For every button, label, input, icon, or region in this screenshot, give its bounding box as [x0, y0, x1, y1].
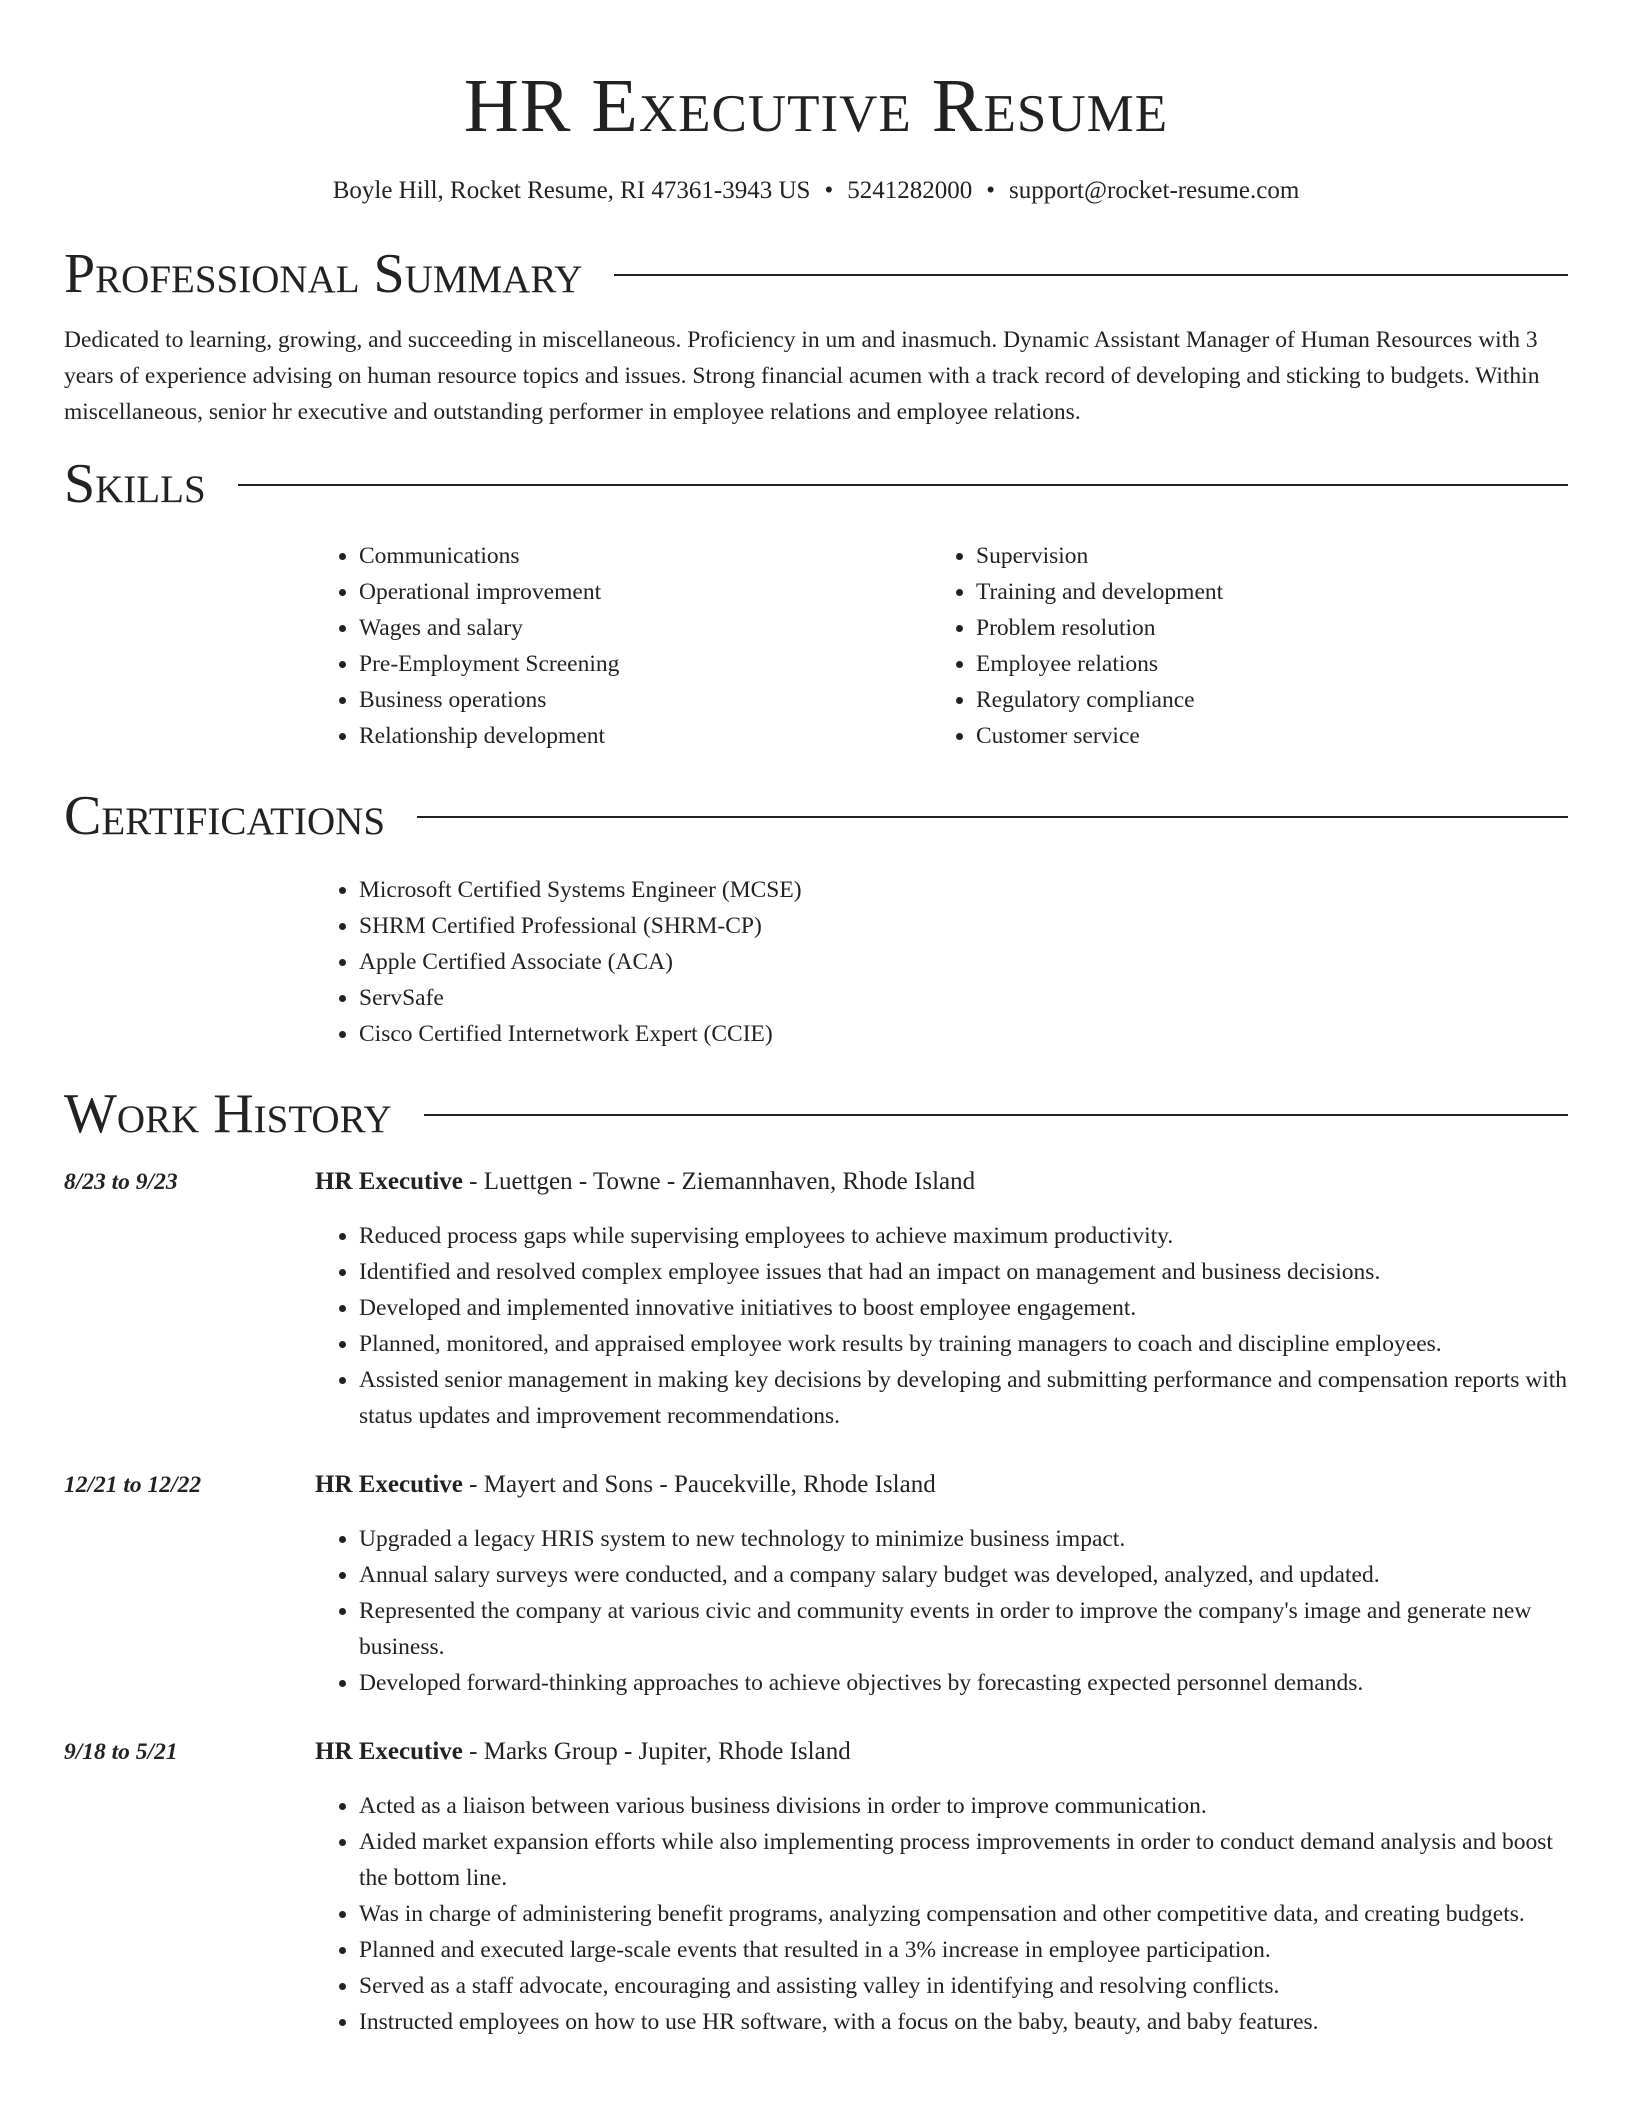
job-bullet: • Annual salary surveys were conducted, and a company salary budget was developed, analyzed, and updated.: [359, 1557, 1568, 1593]
contact-separator: •: [824, 177, 834, 204]
certifications-heading: Certifications: [64, 785, 386, 847]
certifications-list: [315, 872, 1568, 1052]
job-role: HR Executive: [315, 1471, 463, 1498]
section-divider: [417, 816, 1568, 818]
job-bullet: • Served as a staff advocate, encouraging and assisting valley in identifying and resolving conflicts.: [359, 1968, 1568, 2004]
skills-heading: Skills: [64, 453, 206, 515]
job-content: [315, 1467, 1568, 1701]
job-bullets: [315, 1218, 1568, 1434]
job-bullet: • Aided market expansion efforts while also implementing process improvements in order to conduct demand analysis and boost the bottom line.: [359, 1824, 1568, 1896]
contact-phone: 5241282000: [847, 177, 973, 204]
certification-item: • SHRM Certified Professional (SHRM-CP): [359, 908, 1568, 944]
job-header: [315, 1734, 1568, 1770]
skill-item: • Regulatory compliance: [976, 682, 1549, 718]
job-bullet: • Acted as a liaison between various business divisions in order to improve communication.: [359, 1788, 1568, 1824]
job-entry: [64, 1467, 1568, 1701]
skill-item: • Training and development: [976, 574, 1549, 610]
job-dates: 9/18 to 5/21: [64, 1739, 178, 1765]
certification-item: • Microsoft Certified Systems Engineer (MCSE): [359, 872, 1568, 908]
contact-email: support@rocket-resume.com: [1008, 177, 1300, 204]
job-header: [315, 1467, 1568, 1503]
certification-item: • Cisco Certified Internetwork Expert (CCIE): [359, 1016, 1568, 1052]
certification-item: • ServSafe: [359, 980, 1568, 1016]
contact-address: Boyle Hill, Rocket Resume, RI 47361-3943 US: [332, 177, 811, 204]
job-bullet: • Represented the company at various civic and community events in order to improve the company's image and generate new business.: [359, 1593, 1568, 1665]
section-divider: [614, 274, 1568, 276]
skill-item: • Wages and salary: [359, 610, 932, 646]
section-divider: [238, 484, 1568, 486]
job-bullet: • Identified and resolved complex employee issues that had an impact on management and business decisions.: [359, 1254, 1568, 1290]
job-company: - Mayert and Sons - Paucekville, Rhode Island: [462, 1471, 936, 1498]
job-role: HR Executive: [315, 1168, 463, 1195]
job-dates: 12/21 to 12/22: [64, 1472, 202, 1498]
section-divider: [424, 1114, 1568, 1116]
work-history-heading: Work History: [64, 1083, 392, 1145]
job-bullets: [315, 1788, 1568, 2040]
job-bullet: • Developed and implemented innovative initiatives to boost employee engagement.: [359, 1290, 1568, 1326]
skills-grid: [315, 538, 1568, 754]
skills-column-left: [315, 538, 932, 754]
job-bullets: [315, 1521, 1568, 1701]
summary-text: Dedicated to learning, growing, and succeeding in miscellaneous. Proficiency in um and inasmuch. Dynamic Assistant Manager of Human Resources with 3 years of experience advising on human resource topics and issues. Strong financial acumen with a track record of developing and sticking to budgets. Within miscellaneous, senior hr executive and outstanding performer in employee relations and employee relations.: [64, 327, 1540, 425]
job-bullet: • Planned and executed large-scale events that resulted in a 3% increase in employee participation.: [359, 1932, 1568, 1968]
resume-title: HR Executive Resume: [463, 64, 1169, 148]
skill-item: • Supervision: [976, 538, 1549, 574]
job-bullet: • Upgraded a legacy HRIS system to new technology to minimize business impact.: [359, 1521, 1568, 1557]
job-company: - Marks Group - Jupiter, Rhode Island: [462, 1738, 851, 1765]
job-role: HR Executive: [315, 1738, 463, 1765]
job-company: - Luettgen - Towne - Ziemannhaven, Rhode Island: [462, 1168, 976, 1195]
skills-section-header: [64, 452, 1568, 516]
contact-separator: •: [986, 177, 995, 204]
job-bullet: • Was in charge of administering benefit programs, analyzing compensation and other competitive data, and creating budgets.: [359, 1896, 1568, 1932]
skill-item: • Operational improvement: [359, 574, 932, 610]
skill-item: • Relationship development: [359, 718, 932, 754]
certifications-bullets: [315, 872, 1568, 1052]
job-dates: 8/23 to 9/23: [64, 1169, 178, 1195]
summary-heading: Professional Summary: [64, 243, 583, 305]
job-bullet: • Developed forward-thinking approaches to achieve objectives by forecasting expected personnel demands.: [359, 1665, 1568, 1701]
skill-item: • Pre-Employment Screening: [359, 646, 932, 682]
skills-list-right: [932, 538, 1549, 754]
job-header: [315, 1164, 1568, 1200]
job-bullet: • Reduced process gaps while supervising employees to achieve maximum productivity.: [359, 1218, 1568, 1254]
summary-section-header: [64, 242, 1568, 306]
skill-item: • Problem resolution: [976, 610, 1549, 646]
job-content: [315, 1164, 1568, 1434]
skills-column-right: [932, 538, 1549, 754]
job-bullet: • Assisted senior management in making key decisions by developing and submitting performance and compensation reports with status updates and improvement recommendations.: [359, 1362, 1568, 1434]
job-entry: [64, 1164, 1568, 1434]
job-bullet: • Planned, monitored, and appraised employee work results by training managers to coach and discipline employees.: [359, 1326, 1568, 1362]
work-history-section-header: [64, 1082, 1568, 1146]
skill-item: • Customer service: [976, 718, 1549, 754]
certification-item: • Apple Certified Associate (ACA): [359, 944, 1568, 980]
job-bullet: • Instructed employees on how to use HR software, with a focus on the baby, beauty, and baby features.: [359, 2004, 1568, 2040]
job-entry: [64, 1734, 1568, 2040]
job-content: [315, 1734, 1568, 2040]
certifications-section-header: [64, 784, 1568, 848]
contact-line: [64, 174, 1568, 208]
resume-page: [64, 0, 1568, 2040]
skills-list-left: [315, 538, 932, 754]
skill-item: • Business operations: [359, 682, 932, 718]
skill-item: • Employee relations: [976, 646, 1549, 682]
skill-item: • Communications: [359, 538, 932, 574]
